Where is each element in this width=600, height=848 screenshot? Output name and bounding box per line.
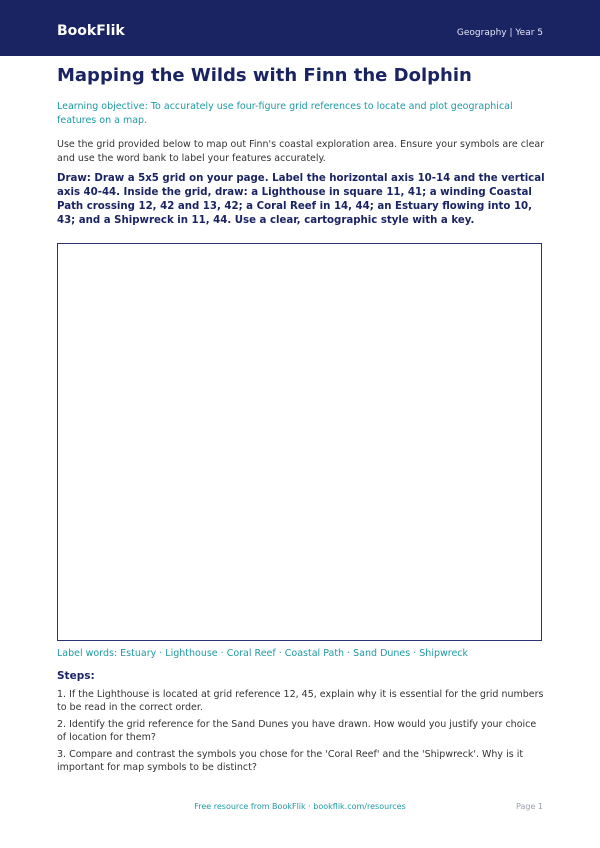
step-item: 2. Identify the grid reference for the Sand Dunes you have drawn. How would you justify your choice of location for them?: [57, 719, 537, 743]
footer-credit[interactable]: Free resource from BookFlik · bookflik.com/resources: [194, 802, 406, 811]
steps-heading: Steps:: [57, 670, 95, 682]
worksheet-title: Mapping the Wilds with Finn the Dolphin: [57, 65, 472, 86]
drawing-area[interactable]: [57, 243, 542, 641]
intro-text: Use the grid provided below to map out Finn's coastal exploration area. Ensure your symbols are clear and use the word bank to label your features accurately.: [57, 139, 545, 164]
subject-year-label: Geography | Year 5: [456, 28, 543, 38]
page-number: Page 1: [516, 802, 543, 811]
step-item: 3. Compare and contrast the symbols you chose for the 'Coral Reef' and the 'Shipwreck'. Why is it important for map symbols to be distinct?: [57, 749, 524, 773]
steps-list: [57, 688, 547, 778]
draw-instructions: Draw: Draw a 5x5 grid on your page. Label the horizontal axis 10-14 and the vertical axis 40-44. Inside the grid, draw: a Lighthouse in square 11, 41; a winding Coastal Path crossing 12, 42 and 13, 42; a Coral Reef in 14, 44; an Estuary flowing into 10, 43; and a Shipwreck in 11, 44. Use a clear, cartographic style with a key.: [57, 173, 545, 226]
brand-logo-text: BookFlik: [57, 23, 125, 39]
learning-objective: Learning objective: To accurately use four-figure grid references to locate and plot geographical features on a map.: [57, 101, 513, 126]
word-bank: Label words: Estuary · Lighthouse · Coral Reef · Coastal Path · Sand Dunes · Shipwreck: [57, 648, 469, 659]
page-header: [0, 0, 600, 56]
step-item: 1. If the Lighthouse is located at grid reference 12, 45, explain why it is essential for the grid numbers to be read in the correct order.: [57, 689, 544, 713]
